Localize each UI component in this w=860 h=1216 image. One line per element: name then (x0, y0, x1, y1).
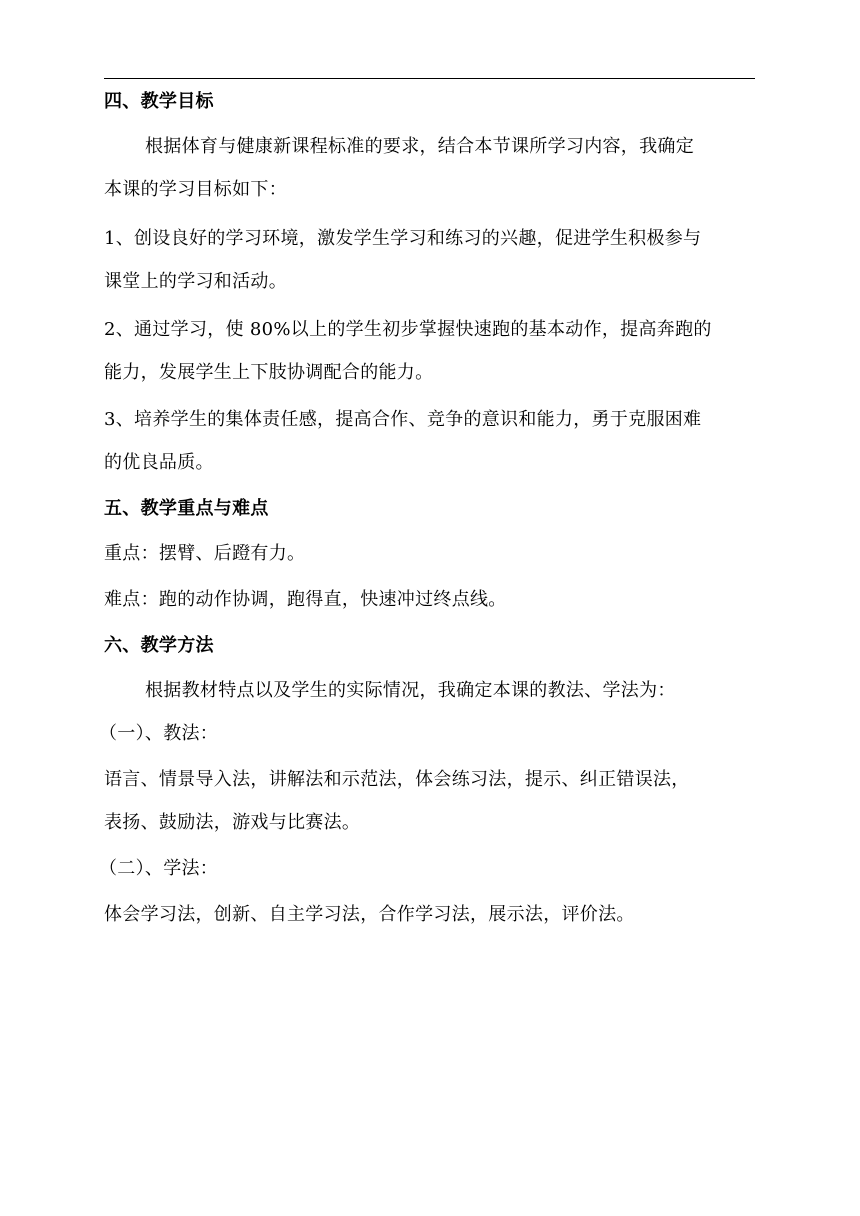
paragraph-text: 语言、情景导入法，讲解法和示范法，体会练习法，提示、纠正错误法， (104, 769, 690, 790)
paragraph-text: 表扬、鼓励法，游戏与比赛法。 (104, 812, 361, 833)
subheading-text: （一）、教法： (99, 723, 219, 744)
list-item-text: 能力，发展学生上下肢协调配合的能力。 (104, 362, 434, 383)
list-item-text: 2、通过学习，使 80%以上的学生初步掌握快速跑的基本动作，提高奔跑的 (104, 319, 712, 340)
paragraph-text: 难点：跑的动作协调，跑得直，快速冲过终点线。 (104, 589, 507, 610)
list-item-text: 的优良品质。 (104, 452, 214, 473)
section-heading-teaching-methods: 六、教学方法 (104, 635, 214, 656)
paragraph-text: 本课的学习目标如下： (104, 179, 287, 200)
list-item-text: 课堂上的学习和活动。 (104, 271, 287, 292)
section-heading-key-points: 五、教学重点与难点 (104, 498, 269, 519)
section-heading-teaching-goals: 四、教学目标 (104, 91, 214, 112)
paragraph-text: 体会学习法，创新、自主学习法，合作学习法，展示法，评价法。 (104, 904, 635, 925)
subheading-text: （二）、学法： (99, 858, 219, 879)
header-rule (104, 78, 755, 79)
list-item-text: 1、创设良好的学习环境，激发学生学习和练习的兴趣，促进学生积极参与 (104, 228, 702, 249)
paragraph-text: 根据教材特点以及学生的实际情况，我确定本课的教法、学法为： (145, 680, 676, 701)
list-item-text: 3、培养学生的集体责任感，提高合作、竞争的意识和能力，勇于克服困难 (104, 409, 702, 430)
paragraph-text: 根据体育与健康新课程标准的要求，结合本节课所学习内容，我确定 (145, 136, 694, 157)
paragraph-text: 重点：摆臂、后蹬有力。 (104, 543, 306, 564)
